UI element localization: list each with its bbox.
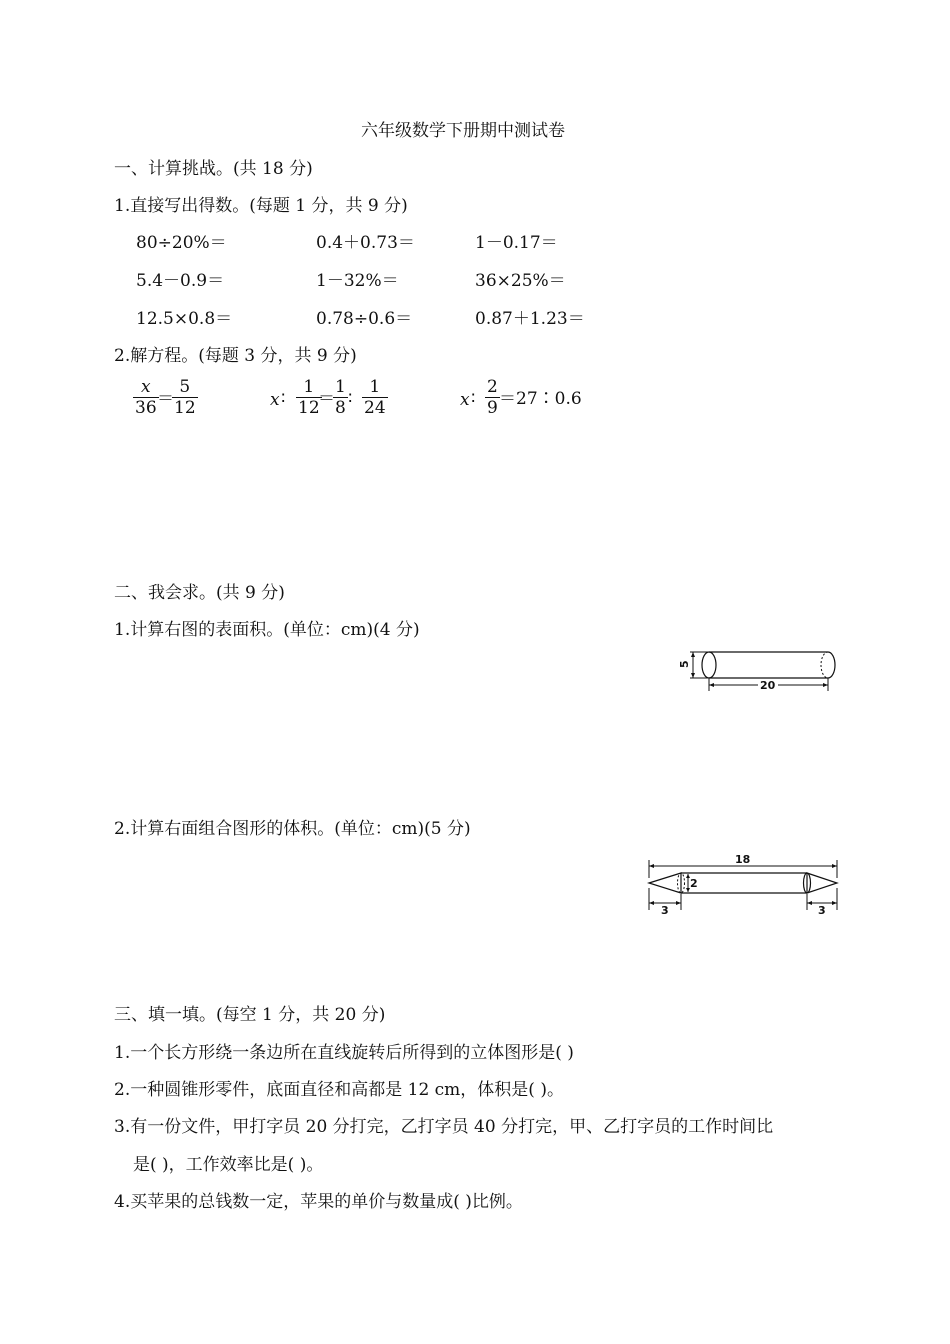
fill-item: 2.一种圆锥形零件，底面直径和高都是 12 cm，体积是( )。 (114, 1080, 564, 1100)
calc-item: 0.4＋0.73＝ (316, 233, 415, 253)
equation-2-colon: ∶ (281, 389, 286, 409)
equation-3-colon: ∶ (471, 389, 476, 409)
equation-1-left-fraction: $\frac{x}{36}$ (135, 377, 157, 418)
equation-1-equals: ＝ (157, 389, 174, 409)
equation-2-x: x (270, 390, 280, 410)
equation-2-equals: ＝ (318, 389, 335, 409)
calc-item: 0.87＋1.23＝ (475, 309, 585, 329)
calc-item: 0.78÷0.6＝ (316, 309, 413, 329)
diameter-label: 2 (690, 877, 698, 890)
fill-item-continued: 是( )，工作效率比是( )。 (133, 1155, 324, 1175)
calc-item: 1－32%＝ (316, 271, 399, 291)
calc-item: 12.5×0.8＝ (136, 309, 233, 329)
fill-item: 4.买苹果的总钱数一定，苹果的单价与数量成( )比例。 (114, 1192, 523, 1212)
calc-item: 1－0.17＝ (475, 233, 558, 253)
total-length-label: 18 (735, 853, 751, 866)
equation-3-x: x (460, 390, 470, 410)
cylinder-figure (680, 645, 845, 697)
s2-q2-text: 2.计算右面组合图形的体积。(单位：cm)(5 分) (114, 819, 471, 839)
q1-heading: 1.直接写出得数。(每题 1 分，共 9 分) (114, 196, 408, 216)
section2-heading: 二、我会求。(共 9 分) (114, 583, 285, 603)
q2-heading: 2.解方程。(每题 3 分，共 9 分) (114, 346, 357, 366)
equation-2-fraction-a: $\frac{1}{12}$ (298, 377, 320, 418)
calc-item: 36×25%＝ (475, 271, 566, 291)
calc-item: 5.4－0.9＝ (136, 271, 225, 291)
equation-3-fraction: $\frac{2}{9}$ (487, 377, 498, 418)
section1-heading: 一、计算挑战。(共 18 分) (114, 159, 313, 179)
s2-q1-text: 1.计算右图的表面积。(单位：cm)(4 分) (114, 620, 420, 640)
fill-item: 1.一个长方形绕一条边所在直线旋转后所得到的立体图形是( ) (114, 1043, 574, 1063)
page-title: 六年级数学下册期中测试卷 (361, 121, 565, 141)
fill-item: 3.有一份文件，甲打字员 20 分打完，乙打字员 40 分打完，甲、乙打字员的工作时间比 (114, 1117, 774, 1137)
left-cone-height-label: 3 (661, 904, 669, 917)
section3-heading: 三、填一填。(每空 1 分，共 20 分) (114, 1005, 386, 1025)
cylinder-diameter-label: 5 (678, 660, 691, 668)
equation-3-rest: ＝27∶0.6 (499, 389, 582, 409)
equation-2-fraction-b: $\frac{1}{8}$ (335, 377, 346, 418)
composite-figure (644, 852, 844, 916)
equation-2-colon: ∶ (348, 389, 353, 409)
cylinder-length-label: 20 (760, 679, 776, 692)
equation-1-right-fraction: $\frac{5}{12}$ (174, 377, 196, 418)
right-cone-height-label: 3 (818, 904, 826, 917)
equation-2-fraction-c: $\frac{1}{24}$ (364, 377, 386, 418)
calc-item: 80÷20%＝ (136, 233, 227, 253)
